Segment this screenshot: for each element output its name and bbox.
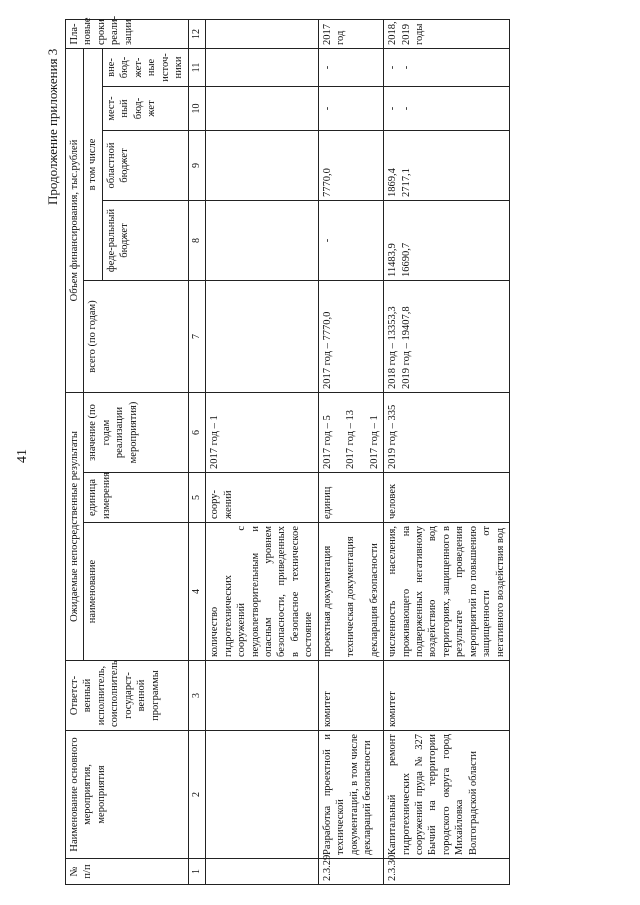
header-local: мест-ный бюд-жет xyxy=(102,87,188,131)
finance-local: - xyxy=(387,106,399,111)
col-number: 3 xyxy=(188,661,206,731)
header-expected-results: Ожидаемые непосредственные результаты xyxy=(66,393,84,661)
finance-federal: 11483,9 xyxy=(387,243,399,277)
row-name: Капитальный ремонт гидротехнических сооружений пруда № 327 Бычий на территории городского округа город Михайловка Волгоградской области xyxy=(384,731,510,859)
col-number: 11 xyxy=(188,48,206,86)
header-regional: областной бюджет xyxy=(102,131,188,201)
finance-local: - xyxy=(400,106,412,111)
indicator-unit: единиц xyxy=(318,473,383,523)
indicator-value: 2017 год – 1 xyxy=(368,415,380,469)
header-financing: Объем финансирования, тыс.рублей xyxy=(66,48,84,392)
header-plan-terms: Пла-новые сроки реали-зации xyxy=(66,19,189,48)
finance-regional: 1869,4 xyxy=(387,168,399,197)
finance-federal: 16690,7 xyxy=(400,242,412,277)
program-table xyxy=(65,15,510,885)
header-unit: единица измерения xyxy=(84,473,188,523)
header-indicator-name: наименование xyxy=(84,523,188,661)
header-value: значение (по годам реализации мероприятия) xyxy=(84,393,188,473)
col-number: 8 xyxy=(188,201,206,281)
header-num: № п/п xyxy=(66,859,189,885)
indicator-value: 2019 год – 335 xyxy=(384,393,510,473)
indicator-name: количество гидротехнических сооружений с неудовлетворительным и опасным уровнем безопасности, приведенных в безопасное техническое состояние xyxy=(206,523,319,661)
indicator-name: техническая документация xyxy=(345,536,357,657)
finance-regional: 2717,1 xyxy=(400,168,412,197)
finance-federal: - xyxy=(318,201,383,281)
header-federal: феде-ральный бюджет xyxy=(102,201,188,281)
header-extrabudget: вне-бюд-жет-ные источ-ники xyxy=(102,48,188,86)
table-row-2-3-30 xyxy=(384,19,510,884)
indicator-value: 2017 год – 1 xyxy=(206,393,319,473)
col-number: 7 xyxy=(188,281,206,393)
finance-total: 2019 год – 19407,8 xyxy=(400,306,412,389)
col-number: 1 xyxy=(188,859,206,885)
continuation-caption: Продолжение приложения 3 xyxy=(45,48,60,205)
finance-extrabudget: - xyxy=(400,65,412,70)
row-responsible: комитет xyxy=(318,661,383,731)
row-name: Разработка проектной и технической документаций, в том числе деклараций безопасности xyxy=(318,731,383,859)
col-number: 10 xyxy=(188,87,206,131)
col-number: 2 xyxy=(188,731,206,859)
row-number: 2.3.30. xyxy=(384,859,510,885)
col-number: 6 xyxy=(188,393,206,473)
row-responsible: комитет xyxy=(384,661,510,731)
table-row-2-3-29 xyxy=(318,19,383,884)
finance-local: - xyxy=(318,87,383,131)
indicator-name: численность населения, проживающего на подверженных негативному воздействию вод территориях, защищенного в результате проведения мероприятий по повышению защищенности от негативного воздействия вод xyxy=(384,523,510,661)
col-number: 5 xyxy=(188,473,206,523)
finance-total: 2018 год – 13353,3 xyxy=(387,306,399,389)
col-number: 12 xyxy=(188,19,206,48)
finance-extrabudget: - xyxy=(318,48,383,86)
col-number: 9 xyxy=(188,131,206,201)
header-name: Наименование основного мероприятия, мероприятия xyxy=(66,731,189,859)
indicator-unit: человек xyxy=(384,473,510,523)
finance-regional: 7770,0 xyxy=(318,131,383,201)
indicator-value: 2017 год – 5 xyxy=(321,415,333,469)
finance-extrabudget: - xyxy=(387,65,399,70)
indicator-name: декларация безопасности xyxy=(368,543,380,657)
indicator-unit: соору-жений xyxy=(206,473,319,523)
header-total: всего (по годам) xyxy=(84,281,188,393)
indicator-name: проектная документация xyxy=(321,545,333,657)
page-number: 41 xyxy=(15,449,30,463)
table-row-continued xyxy=(206,19,319,884)
col-number: 4 xyxy=(188,523,206,661)
column-numbers-row xyxy=(188,19,206,884)
plan-terms: 2017 год xyxy=(318,19,383,48)
indicator-value: 2017 год – 13 xyxy=(345,410,357,469)
row-number: 2.3.29. xyxy=(318,859,383,885)
plan-terms: 2018, 2019 годы xyxy=(384,19,510,48)
finance-total: 2017 год – 7770,0 xyxy=(318,281,383,393)
header-responsible: Ответст-венный исполнитель, соисполнитель государст-венной программы xyxy=(66,661,189,731)
header-including: в том числе xyxy=(84,48,102,280)
